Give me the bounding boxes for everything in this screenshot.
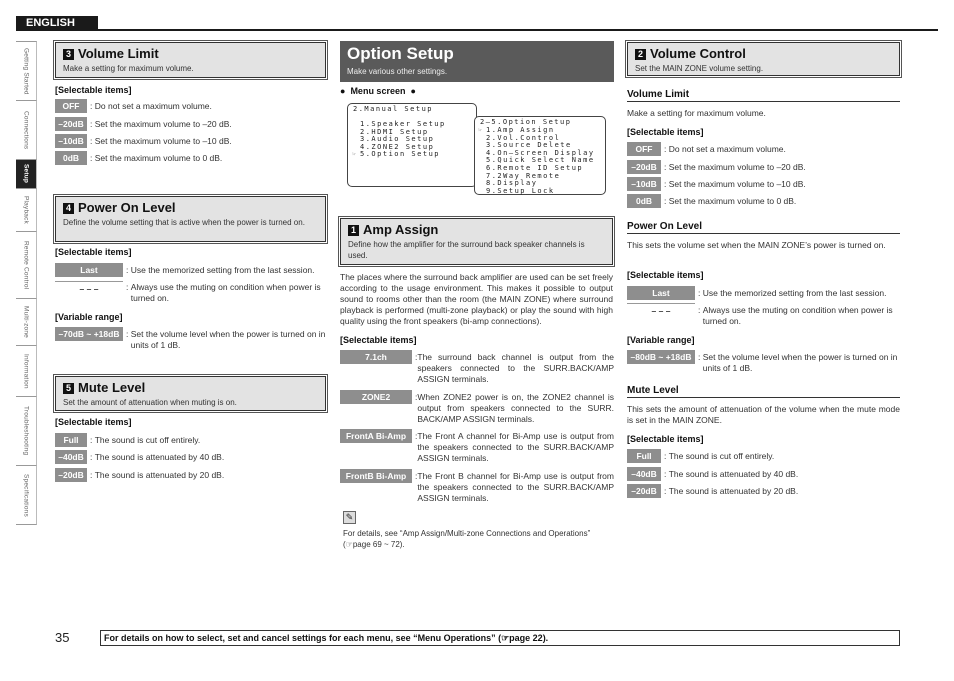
side-tab-label: Troubleshooting <box>22 406 30 456</box>
screen-item: 1.Amp Assign <box>486 126 555 134</box>
side-tab-label: Getting Started <box>22 47 30 95</box>
chip-minus40: –40dB <box>55 450 87 464</box>
section-title: Power On Level <box>78 200 176 215</box>
variable-range-header: [Variable range] <box>627 335 695 345</box>
chip-range: –70dB ~ +18dB <box>55 327 123 341</box>
screen-item: 1.Speaker Setup <box>360 120 446 128</box>
selectable-items-header: [Selectable items] <box>55 247 132 257</box>
side-tab-troubleshooting[interactable] <box>16 396 37 466</box>
item-text: : Always use the muting on condition when power is turned on. <box>126 282 321 303</box>
mute-level-desc: This sets the amount of attenuation of the volume when the mute mode is set in the MAIN ZONE. <box>627 404 900 425</box>
screen-item: 2.Vol.Control <box>486 133 561 142</box>
mute-level-section <box>55 376 326 411</box>
menu-screen-label: ● Menu screen ● <box>340 86 416 96</box>
section-title: Mute Level <box>78 380 146 395</box>
chip-minus40: –40dB <box>627 467 661 481</box>
item-text: : Set the maximum volume to –20 dB. <box>90 119 232 129</box>
screen-item: 5.Quick Select Name <box>486 156 595 165</box>
side-tab-label: Information <box>22 353 30 389</box>
side-tab-label: Connections <box>22 110 30 150</box>
page-ref-icon: ☞ <box>501 633 510 643</box>
item-text: : The Front A channel for Bi-Amp use is output from the speakers connected to the SURR.BACK/AMP ASSIGN terminals. <box>415 431 614 463</box>
volume-limit-section <box>55 42 326 78</box>
page-ref-icon: ☞ <box>345 540 353 549</box>
chip-fronta-biamp: FrontA Bi-Amp <box>340 429 412 443</box>
item-text: : The sound is attenuated by 40 dB. <box>90 452 225 462</box>
item-text: : Use the memorized setting from the last session. <box>698 288 887 298</box>
side-tab-multi-zone[interactable] <box>16 298 37 346</box>
volume-limit-desc: Make a setting for maximum volume. <box>627 108 766 118</box>
item-text: : Set the maximum volume to –10 dB. <box>90 136 232 146</box>
section-desc: Set the amount of attenuation when muting is on. <box>63 398 237 407</box>
side-tab-playback[interactable] <box>16 188 37 232</box>
item-text: : The sound is cut off entirely. <box>90 435 201 445</box>
language-tab: ENGLISH <box>16 16 98 30</box>
screen-item: 3.Audio Setup <box>360 135 435 144</box>
selectable-items-header: [Selectable items] <box>627 434 704 444</box>
volume-control-section <box>627 42 900 76</box>
chip-minus20: –20dB <box>627 160 661 174</box>
section-number: 3 <box>63 49 74 60</box>
chip-7-1ch: 7.1ch <box>340 350 412 364</box>
side-tab-information[interactable] <box>16 345 37 397</box>
screen-item: 9.Setup Lock <box>486 186 555 195</box>
chip-dashes: – – – <box>627 303 695 318</box>
footer-note: For details on how to select, set and cancel settings for each menu, see “Menu Operations” (☞page 22). <box>100 630 900 646</box>
selectable-items-header: [Selectable items] <box>627 127 704 137</box>
side-tab-specifications[interactable] <box>16 465 37 525</box>
cursor-icon: ☞ <box>352 151 358 159</box>
selectable-items-header: [Selectable items] <box>55 417 132 427</box>
chip-last: Last <box>627 286 695 300</box>
side-tab-getting-started[interactable] <box>16 41 37 101</box>
item-text: : Set the maximum volume to 0 dB. <box>664 196 797 206</box>
side-tab-label: Playback <box>22 196 30 224</box>
screen-item: 6.Remote ID Setup <box>486 164 584 172</box>
item-text: : The sound is attenuated by 40 dB. <box>664 469 799 479</box>
header-rule <box>16 29 938 31</box>
screen-title: 2.Manual Setup <box>353 105 434 113</box>
chip-0db: 0dB <box>627 194 661 208</box>
screen-item: 4.On–Screen Display <box>486 148 595 157</box>
section-title: Volume Control <box>650 46 746 61</box>
note-icon: ✎ <box>343 511 356 524</box>
item-text: : Set the maximum volume to 0 dB. <box>90 153 223 163</box>
item-text: : Do not set a maximum volume. <box>664 144 786 154</box>
screen-item: 3.Source Delete <box>486 141 572 150</box>
section-number: 2 <box>635 49 646 60</box>
screen-item: 8.Display <box>486 179 538 188</box>
note-text: For details, see “Amp Assign/Multi-zone Connections and Operations” (☞page 69 ~ 72). <box>343 529 591 549</box>
item-text: : Use the memorized setting from the last session. <box>126 265 315 275</box>
mute-level-subtitle: Mute Level <box>627 385 900 398</box>
item-text: : Set the maximum volume to –20 dB. <box>664 162 806 172</box>
chip-frontb-biamp: FrontB Bi-Amp <box>340 469 412 483</box>
section-number: 1 <box>348 225 359 236</box>
page-title: Option Setup <box>347 44 454 63</box>
side-tab-connections[interactable] <box>16 100 37 160</box>
chip-last: Last <box>55 263 123 277</box>
screen-item: 2.HDMI Setup <box>360 127 429 136</box>
variable-range-header: [Variable range] <box>55 312 123 322</box>
section-number: 5 <box>63 383 74 394</box>
option-setup-header <box>340 41 614 82</box>
item-text: : Do not set a maximum volume. <box>90 101 212 111</box>
side-tab-label: Remote Control <box>22 240 30 290</box>
section-desc: Set the MAIN ZONE volume setting. <box>635 64 764 73</box>
item-text: : Always use the muting on condition when power is turned on. <box>698 305 893 326</box>
power-on-level-section <box>55 196 326 242</box>
chip-full: Full <box>627 449 661 463</box>
chip-dashes: – – – <box>55 281 123 296</box>
side-tab-label: Specifications <box>22 473 30 517</box>
chip-minus20: –20dB <box>627 484 661 498</box>
item-text: : Set the volume level when the power is turned on in units of 1 dB. <box>126 329 326 350</box>
chip-minus20: –20dB <box>55 117 87 131</box>
amp-assign-body: The places where the surround back amplifier are used can be set freely according to the usage environment. This makes it possible to output sound to rooms other than the room (the MAIN ZONE) where surround playback is performed (multi-zone playback) or play the sound with high quality using the front speakers (bi-amp connections). <box>340 272 613 326</box>
section-title: Amp Assign <box>363 222 439 237</box>
side-nav <box>16 41 37 524</box>
item-text: : The sound is attenuated by 20 dB. <box>90 470 225 480</box>
section-number: 4 <box>63 203 74 214</box>
menu-screen-sub <box>474 116 606 195</box>
chip-0db: 0dB <box>55 151 87 165</box>
chip-full: Full <box>55 433 87 447</box>
item-text: : The sound is cut off entirely. <box>664 451 775 461</box>
screen-item: 5.Option Setup <box>360 150 441 159</box>
selectable-items-header: [Selectable items] <box>55 85 132 95</box>
screen-title: 2–5.Option Setup <box>480 118 572 126</box>
item-text: : When ZONE2 power is on, the ZONE2 channel is output from speakers connected to the SURR. BACK/AMP ASSIGN terminals. <box>415 392 614 424</box>
menu-screen-main <box>347 103 477 187</box>
item-text: : Set the volume level when the power is turned on in units of 1 dB. <box>698 352 898 373</box>
selectable-items-header: [Selectable items] <box>627 270 704 280</box>
section-desc: Define the volume setting that is active when the power is turned on. <box>63 218 305 227</box>
item-text: : The surround back channel is output from the speakers connected to the SURR.BACK/AMP ASSIGN terminals. <box>415 352 614 384</box>
side-tab-label: Multi-zone <box>22 306 30 338</box>
page-subtitle: Make various other settings. <box>347 67 448 76</box>
side-tab-setup[interactable] <box>16 159 37 189</box>
side-tab-label: Setup <box>22 164 30 184</box>
page-number: 35 <box>55 630 70 645</box>
power-on-level-subtitle: Power On Level <box>627 221 900 234</box>
item-text: : The Front B channel for Bi-Amp use is output from the speakers connected to the SURR.BACK/AMP ASSIGN terminals. <box>415 471 614 503</box>
chip-minus10: –10dB <box>627 177 661 191</box>
selectable-items-header: [Selectable items] <box>340 335 417 345</box>
volume-limit-subtitle: Volume Limit <box>627 89 900 102</box>
side-tab-remote-control[interactable] <box>16 231 37 299</box>
chip-zone2: ZONE2 <box>340 390 412 404</box>
chip-minus20: –20dB <box>55 468 87 482</box>
section-desc: Make a setting for maximum volume. <box>63 64 194 73</box>
power-on-level-desc: This sets the volume set when the MAIN ZONE’s power is turned on. <box>627 240 886 250</box>
screen-item: 7.2Way Remote <box>486 171 561 180</box>
chip-minus10: –10dB <box>55 134 87 148</box>
chip-range: –80dB ~ +18dB <box>627 350 695 364</box>
section-title: Volume Limit <box>78 46 159 61</box>
chip-off: OFF <box>627 142 661 156</box>
screen-item: 4.ZONE2 Setup <box>360 142 435 151</box>
item-text: : Set the maximum volume to –10 dB. <box>664 179 806 189</box>
item-text: : The sound is attenuated by 20 dB. <box>664 486 799 496</box>
amp-assign-section <box>340 218 613 265</box>
cursor-icon: ☞ <box>478 127 484 134</box>
section-desc: Define how the amplifier for the surround back speaker channels is used. <box>348 240 585 260</box>
chip-off: OFF <box>55 99 87 113</box>
